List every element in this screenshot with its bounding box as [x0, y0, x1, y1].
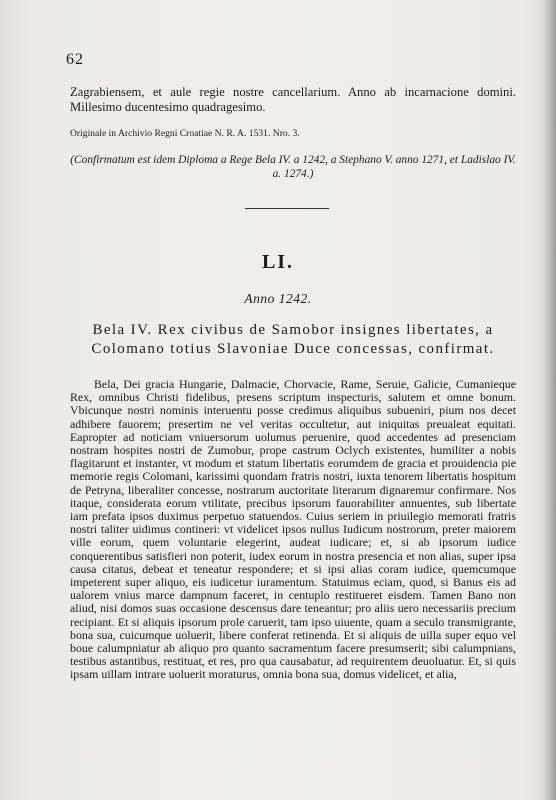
document-body [70, 378, 516, 682]
previous-document-ending [70, 85, 516, 115]
document-number: LI. [261, 251, 295, 273]
body-paragraph: Bela, Dei gracia Hungarie, Dalmacie, Chorvacie, Rame, Seruie, Galicie, Cumanieque Rex, omnibus Christi fidelibus, presens scriptum inspecturis, salutem et omne bonum. Vbicunque nostri nominis interuentu posse credimus aliquibus subueniri, pium nos decet adhibere fauorem; presertim ne vel veritas occultetur, aut iniquitas preualeat equitati. Eapropter ad noticiam vniuersorum uolumus peruenire, quod accedentes ad presenciam nostram hospites nostri de Zumobur, prope castrum Oclych existentes, humiliter a nobis flagitarunt et instanter, vt modum et statum libertatis eorumdem de gracia et prouidencia pie memorie regis Colomani, karissimi quondam fratris nostri, iuxta tenorem libertatis hospitum de Petryna, liberaliter concesse, nostrarum auctoritate literarum dignaremur confirmare. Nos itaque, considerata eorum vtilitate, precibus ipsorum fauorabiliter annuentes, sub libertate iam prefata ipsos duximus perpetuo statuendos. Cuius seriem in priuilegio memorati fratris nostri taliter uidimus contineri: vt videlicet ipsos nullus Iudicum nostrorum, preter maiorem ville eorum, quem voluntarie elegerint, audeat iudicare; et, si ab ipsorum iudice conquerentibus satisfieri non poterit, iudex eorum in nostra presencia et non alias, super ipsa causa citatus, debeat et teneatur respondere; et si ipsi alias coram iudice, quemcumque impeterent super aliquo, eis iudicetur iuramentum. Statuimus eciam, quod, si Banus eis ad ualorem vnius marce dampnum faceret, in centuplo restitueret eisdem. Tamen Bano non aliud, nisi domos suas occasione descensus dare teneantur; pro aliis uero necessariis precium recipiant. Et si aliquis ipsorum prole caruerit, tam ipso uiuente, quam a seculo transmigrante, bona sua, cuicumque uoluerit, libere conferat retinenda. Et si aliquis de uilla super equo vel boue calumpniatur ab aliquo pro quanto sacramentum facere presumserit; sibi calumpnians, testibus astantibus, restituat, et res, pro qua causabatur, ad requirentem deuoluatur. Et, si quis ipsam uillam intrare uoluerit moraturus, omnia bona sua, domus videlicet, et alia, [70, 377, 516, 682]
section-divider [245, 208, 329, 209]
continuation-text: Zagrabiensem, et aule regie nostre cancellarium. Anno ab incarnacione domini. Millesimo ducentesimo quadragesimo. [70, 85, 516, 114]
source-note: Originale in Archivio Regni Croatiae N. R. A. 1531. Nro. 3. [70, 128, 300, 139]
document-summary: Bela IV. Rex civibus de Samobor insignes libertates, a Colomano totius Slavoniae Duce concessas, confirmat. [91, 322, 495, 357]
document-year: Anno 1242. [244, 291, 312, 306]
confirmation-note: (Confirmatum est idem Diploma a Rege Bela IV. a 1242, a Stephano V. anno 1271, et Ladislao IV. a. 1274.) [70, 154, 516, 180]
binding-shadow [542, 0, 556, 800]
page-number: 62 [66, 51, 84, 68]
